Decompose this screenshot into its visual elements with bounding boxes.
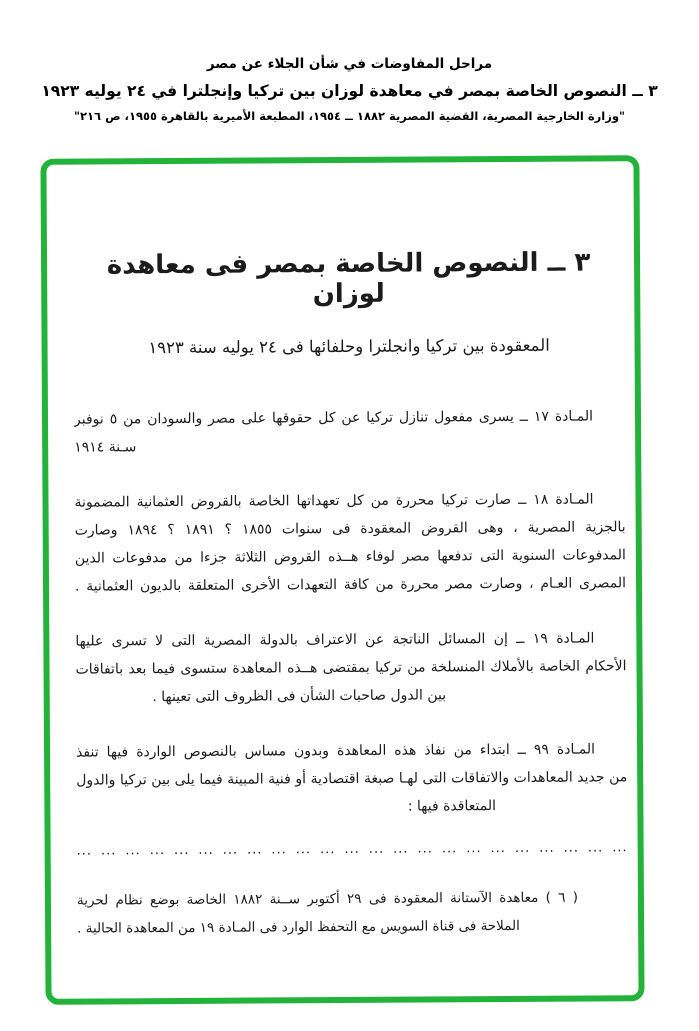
article-18	[74, 485, 626, 600]
header-source-citation: "وزارة الخارجية المصرية، القضية المصرية ١٨٨٢ ــ ١٩٥٤، المطبعة الأميرية بالقاهرة ١٩٥٥، ص ٢١٦"	[74, 109, 625, 123]
article-19-line: المـادة ١٩ ــ إن المسائل الناتجة عن الاعتراف بالدولة المصرية التى لا تسرى عليها	[75, 630, 595, 650]
footnote-line: ( ٦ ) معاهدة الآستانة المعقودة فى ٢٩ أكتوبر ســنة ١٨٨٢ الخاصة بوضع نظام لحرية	[76, 889, 579, 909]
footnote-line: الملاحة فى قناة السويس مع التحفظ الوارد فى المـادة ١٩ من المعاهدة الحالية .	[77, 917, 520, 937]
article-18-line: بالجزية المصرية ، وهى القروض المعقودة فى سنوات ١٨٥٥ ؟ ١٨٩١ ؟ ١٨٩٤ وصارت	[74, 519, 626, 539]
ellipsis-row: ... ... ... ... ... ... ... ... ... ... ... ... ... ... ... ... ... ... ... ... ... ... ...	[76, 840, 628, 859]
green-highlight-border	[40, 155, 644, 1005]
footnote	[77, 883, 628, 942]
article-18-line: المـادة ١٨ ــ صارت تركيا محررة من كل تعهداتها الخاصة بالقروض العثمانية المضمونة	[74, 491, 594, 511]
document-subtitle: المعقودة بين تركيا وانجلترا وحلفائها فى ٢٤ يوليه سنة ١٩٢٣	[148, 335, 550, 358]
document-body	[46, 161, 638, 999]
article-99-line: من جديد المعاهدات والاتفاقات التى لهـا صبغة اقتصادية أو فنية المبينة فيما يلى بين تركيا والدول	[76, 769, 628, 789]
page-header	[0, 56, 699, 123]
article-99-line: المـادة ٩٩ ــ ابتداء من نفاذ هذه المعاهدة وبدون مساس بالنصوص الواردة فيها تنفذ	[76, 741, 596, 761]
article-17	[74, 402, 625, 461]
article-18-line: المدفوعات السنوية التى تدفعها مصر لوفاء هــذه القروض الثلاثة جزءا من مدفوعات الدين	[74, 547, 626, 567]
article-19	[75, 624, 627, 711]
article-17-line: سـنة ١٩١٤	[74, 439, 137, 456]
article-17-line: المـادة ١٧ ــ يسرى مفعول تنازل تركيا عن كل حقوقها على مصر والسودان من ٥ نوفبر	[73, 408, 594, 428]
header-series-title: مراحل المفاوضات في شأن الجلاء عن مصر	[206, 56, 493, 72]
document-title: ٣ ــ النصوص الخاصة بمصر فى معاهدة لوزان	[106, 247, 591, 310]
article-19-line: بين الدول صاحبات الشأن فى الظروف التى تعينها .	[152, 687, 447, 706]
article-18-line: المصرى العـام ، وصارت مصر محررة من كافة التعهدات الأخرى المتعلقة بالديون العثمانية .	[74, 575, 627, 595]
article-19-line: الأحكام الخاصة بالأملاك المنسلخة من تركيا بمقتضى هــذه المعاهدة ستسوى فيما بعد باتفاقات	[75, 658, 627, 678]
header-section-title: ٣ ــ النصوص الخاصة بمصر في معاهدة لوزان بين تركيا وإنجلترا في ٢٤ يوليه ١٩٢٣	[41, 82, 658, 100]
article-99	[76, 735, 628, 822]
article-99-line: المتعاقدة فيها :	[407, 798, 496, 815]
